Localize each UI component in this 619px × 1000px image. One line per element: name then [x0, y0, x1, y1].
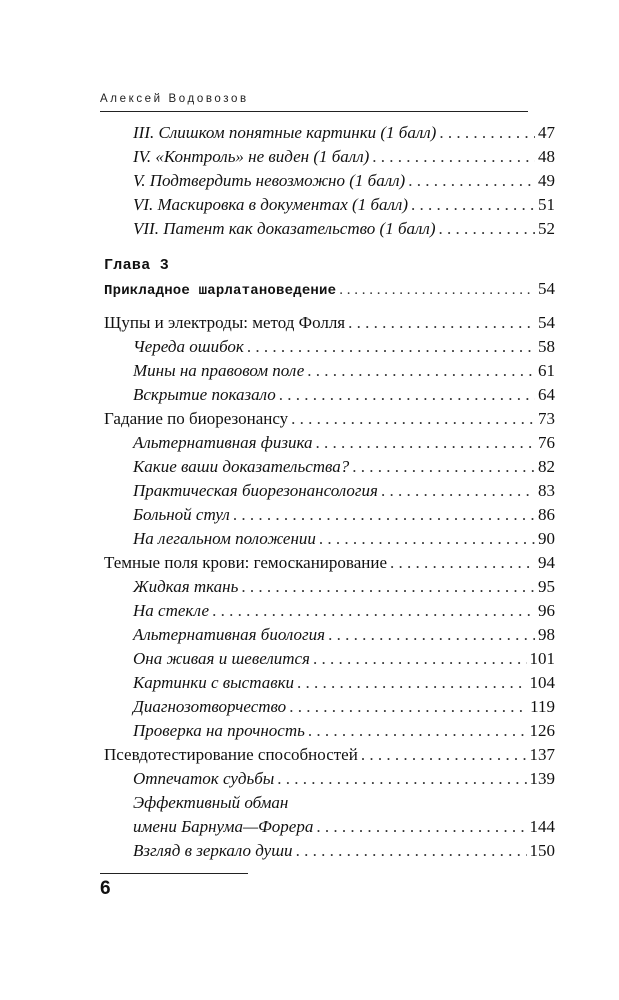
toc-entry-title: Отпечаток судьбы [133, 769, 275, 788]
toc-entry-title: Какие ваши доказательства? [133, 457, 350, 476]
leader-dots [352, 455, 535, 479]
toc-entry[interactable] [104, 383, 555, 407]
leader-dots [339, 278, 535, 302]
toc-entry-title: Больной стул [133, 505, 230, 524]
toc-entry-title: На легальном положении [133, 529, 316, 548]
toc-entry-page: 101 [529, 649, 555, 668]
toc-entry-title: IV. «Контроль» не виден (1 балл) [133, 147, 370, 166]
leader-dots [313, 647, 527, 671]
toc-entry-page: 52 [538, 219, 555, 238]
toc-entry[interactable] [104, 695, 555, 719]
toc-entry[interactable] [104, 335, 555, 359]
toc-entry-page: 64 [538, 385, 555, 404]
leader-dots [381, 479, 535, 503]
toc-entry[interactable] [104, 217, 555, 241]
toc-entry-title: VII. Патент как доказательство (1 балл) [133, 219, 436, 238]
toc-entry-title: Череда ошибок [133, 337, 244, 356]
toc-entry-page: 90 [538, 529, 555, 548]
toc-entry-title: V. Подтвердить невозможно (1 балл) [133, 171, 406, 190]
leader-dots [307, 359, 535, 383]
section-title: Темные поля крови: гемосканирование [104, 553, 387, 572]
toc-entry[interactable] [104, 479, 555, 503]
header-rule [100, 111, 528, 112]
toc-entry-title: VI. Маскировка в документах (1 балл) [133, 195, 408, 214]
toc-entry-page: 48 [538, 147, 555, 166]
leader-dots [241, 575, 535, 599]
toc-entry-title: Мины на правовом поле [133, 361, 305, 380]
toc-entry-title: Диагнозотворчество [133, 697, 287, 716]
section-title: Гадание по биорезонансу [104, 409, 289, 428]
leader-dots [279, 383, 535, 407]
leader-dots [408, 169, 535, 193]
chapter-page: 54 [538, 279, 555, 298]
leader-dots [291, 407, 535, 431]
leader-dots [348, 311, 535, 335]
leader-dots [212, 599, 535, 623]
toc-entry-page: 96 [538, 601, 555, 620]
leader-dots [319, 527, 535, 551]
toc-entry-title: Альтернативная физика [133, 433, 313, 452]
section-title: Щупы и электроды: метод Фолля [104, 313, 346, 332]
toc-entry[interactable] [104, 719, 555, 743]
table-of-contents [104, 121, 555, 863]
leader-dots [289, 695, 527, 719]
toc-entry[interactable] [104, 839, 555, 863]
footer-rule [100, 873, 248, 874]
toc-entry[interactable] [104, 647, 555, 671]
toc-entry-page: 51 [538, 195, 555, 214]
leader-dots [316, 431, 535, 455]
toc-entry[interactable] [104, 671, 555, 695]
toc-entry-page: 49 [538, 171, 555, 190]
toc-entry-page: 83 [538, 481, 555, 500]
toc-entry-title: Жидкая ткань [133, 577, 239, 596]
toc-entry-page: 126 [529, 721, 555, 740]
toc-entry[interactable] [104, 527, 555, 551]
page-number: 6 [100, 878, 111, 899]
toc-entry-page: 150 [529, 841, 555, 860]
toc-section-entry[interactable] [104, 551, 555, 575]
toc-entry-title: III. Слишком понятные картинки (1 балл) [133, 123, 437, 142]
toc-entry-page: 119 [530, 697, 555, 716]
toc-entry[interactable] [104, 121, 555, 145]
leader-dots [372, 145, 535, 169]
toc-entry-page: 98 [538, 625, 555, 644]
toc-entry-page: 61 [538, 361, 555, 380]
toc-entry[interactable] [104, 599, 555, 623]
toc-entry[interactable] [104, 815, 555, 839]
toc-entry-title: Вскрытие показало [133, 385, 276, 404]
toc-entry-page: 104 [529, 673, 555, 692]
leader-dots [411, 193, 535, 217]
toc-entry[interactable] [104, 145, 555, 169]
toc-entry-title: Взгляд в зеркало души [133, 841, 293, 860]
toc-entry-title: Альтернативная биология [133, 625, 326, 644]
leader-dots [297, 671, 526, 695]
toc-entry[interactable] [104, 455, 555, 479]
leader-dots [438, 217, 535, 241]
section-page: 54 [538, 313, 555, 332]
leader-dots [439, 121, 535, 145]
leader-dots [296, 839, 527, 863]
toc-entry[interactable] [104, 193, 555, 217]
toc-entry[interactable] [104, 767, 555, 791]
leader-dots [308, 719, 527, 743]
section-page: 94 [538, 553, 555, 572]
chapter-label: Глава 3 [104, 257, 170, 274]
leader-dots [390, 551, 535, 575]
spacer [104, 241, 555, 255]
toc-entry[interactable] [104, 431, 555, 455]
leader-dots [361, 743, 527, 767]
toc-entry-title-line2: имени Барнума—Форера [133, 817, 314, 836]
section-page: 73 [538, 409, 555, 428]
toc-entry-title: Практическая биорезонансология [133, 481, 378, 500]
toc-entry-page: 47 [538, 123, 555, 142]
toc-entry-title: Она живая и шевелится [133, 649, 310, 668]
toc-entry-title: Проверка на прочность [133, 721, 305, 740]
running-head-author: Алексей Водовозов [100, 93, 249, 105]
toc-entry-title: Картинки с выставки [133, 673, 295, 692]
toc-section-entry[interactable] [104, 743, 555, 767]
toc-entry-page: 139 [529, 769, 555, 788]
toc-entry-page: 144 [529, 817, 555, 836]
chapter-title: Прикладное шарлатановедение [104, 283, 337, 299]
section-title: Псевдотестирование способностей [104, 745, 358, 764]
toc-entry-page: 82 [538, 457, 555, 476]
leader-dots [277, 767, 526, 791]
leader-dots [247, 335, 535, 359]
toc-entry[interactable] [104, 169, 555, 193]
toc-entry-line1[interactable] [104, 791, 555, 815]
toc-entry[interactable] [104, 359, 555, 383]
toc-entry-page: 95 [538, 577, 555, 596]
toc-section-entry[interactable] [104, 311, 555, 335]
toc-entry-page: 58 [538, 337, 555, 356]
leader-dots [233, 503, 535, 527]
leader-dots [328, 623, 535, 647]
toc-entry-page: 76 [538, 433, 555, 452]
toc-section-entry[interactable] [104, 407, 555, 431]
toc-entry-page: 86 [538, 505, 555, 524]
toc-entry[interactable] [104, 503, 555, 527]
section-page: 137 [529, 745, 555, 764]
toc-chapter-entry[interactable] [104, 277, 555, 301]
toc-entry[interactable] [104, 623, 555, 647]
leader-dots [316, 815, 526, 839]
toc-entry-title-line1: Эффективный обман [133, 793, 289, 812]
toc-entry-title: На стекле [133, 601, 210, 620]
toc-entry[interactable] [104, 575, 555, 599]
